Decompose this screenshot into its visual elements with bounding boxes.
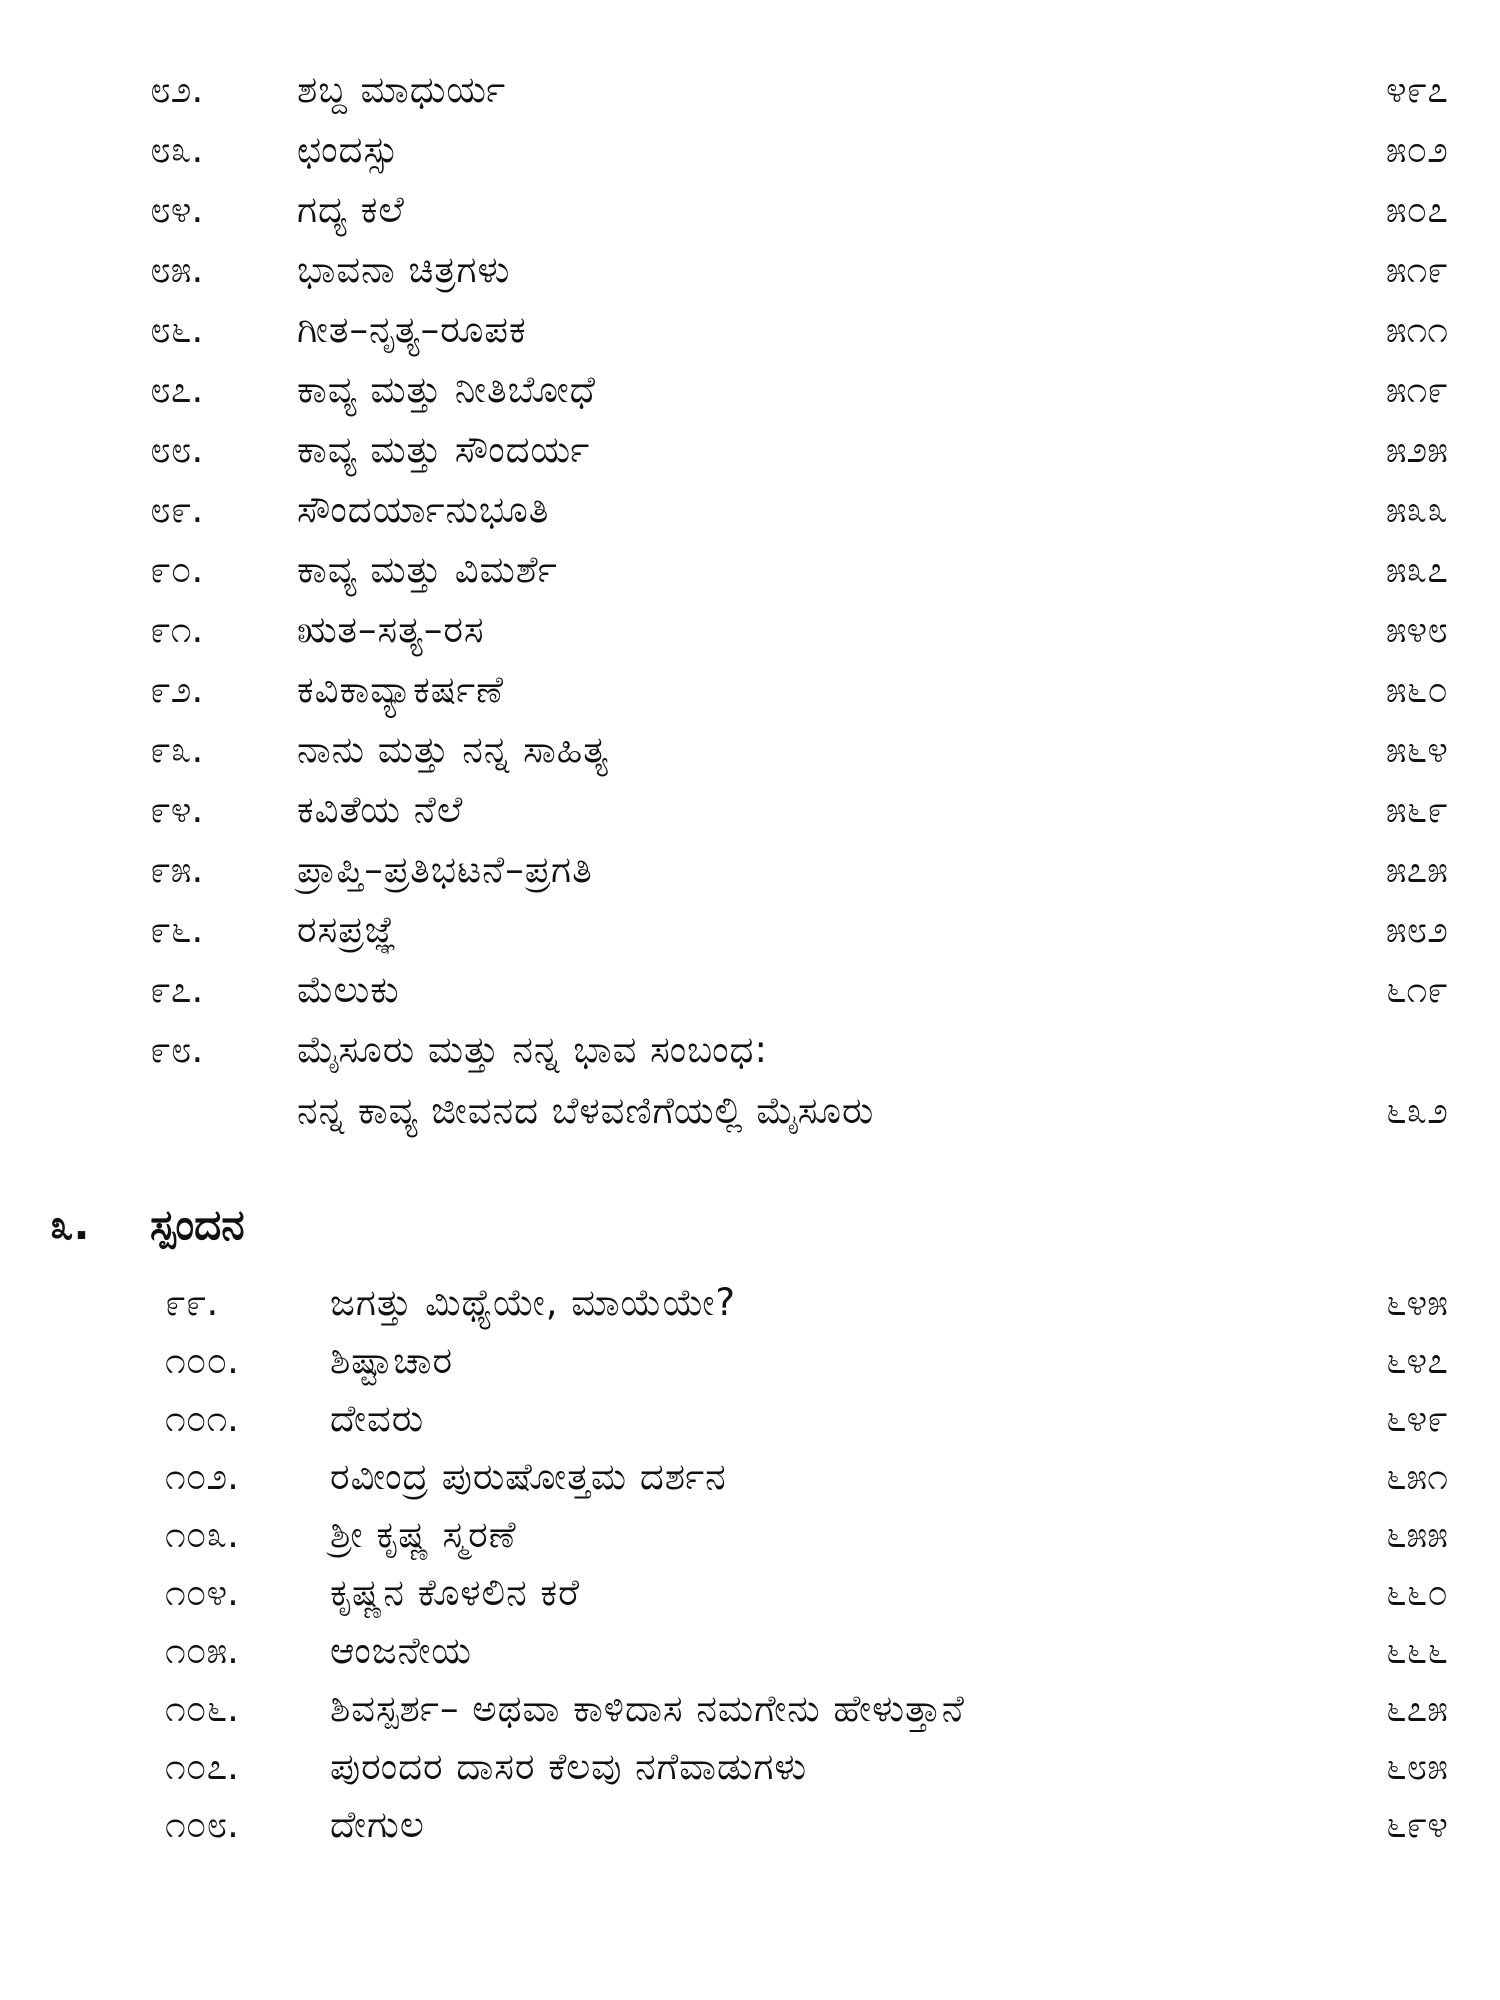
- entry-title: ಪ್ರಾಪ್ತಿ–ಪ್ರತಿಭಟನೆ–ಪ್ರಗತಿ: [297, 848, 593, 891]
- entry-page-number: ೬೪೫: [1385, 1281, 1448, 1324]
- entry-title: ಶಿಷ್ಟಾಚಾರ: [330, 1339, 454, 1382]
- entry-title: ಕವಿತೆಯ ನೆಲೆ: [297, 788, 464, 831]
- toc-entry: [0, 600, 1500, 660]
- entry-number: ೧೦೭.: [165, 1745, 239, 1788]
- toc-list-part2: [0, 1274, 1500, 1854]
- toc-entry: [0, 360, 1500, 420]
- entry-title: ಪುರಂದರ ದಾಸರ ಕೆಲವು ನಗೆವಾಡುಗಳು: [330, 1745, 808, 1788]
- toc-entry: [0, 1796, 1500, 1854]
- toc-entry: [0, 240, 1500, 300]
- toc-entry: [0, 1622, 1500, 1680]
- toc-entry: [0, 720, 1500, 780]
- toc-entry: [0, 780, 1500, 840]
- entry-title: ರಸಪ್ರಜ್ಞೆ: [297, 908, 398, 951]
- entry-number: ೧೦೪.: [165, 1571, 239, 1614]
- entry-number: ೯೫.: [150, 848, 204, 891]
- entry-title: ಕಾವ್ಯ ಮತ್ತು ಸೌಂದರ್ಯ: [297, 428, 591, 471]
- entry-number: ೮೨.: [150, 68, 204, 111]
- entry-number: ೯೬.: [150, 908, 204, 951]
- entry-page-number: ೪೯೭: [1385, 68, 1448, 111]
- entry-title: ಆಂಜನೇಯ: [330, 1629, 473, 1672]
- entry-page-number: ೬೮೫: [1385, 1745, 1448, 1788]
- entry-page-number: ೬೫೧: [1385, 1455, 1448, 1498]
- entry-title-line: ಮೈಸೂರು ಮತ್ತು ನನ್ನ ಭಾವ ಸಂಬಂಧ:: [297, 1028, 768, 1071]
- entry-page-number: ೫೨೫: [1385, 428, 1448, 471]
- entry-title: ಕೃಷ್ಣನ ಕೊಳಲಿನ ಕರೆ: [330, 1571, 581, 1614]
- entry-page-number: ೫೧೯: [1385, 368, 1448, 411]
- entry-number: ೧೦೨.: [165, 1455, 239, 1498]
- entry-number: ೯೯.: [165, 1281, 219, 1324]
- entry-page-number: ೫೧೯: [1385, 248, 1448, 291]
- section-number: ೩.: [50, 1200, 90, 1249]
- toc-entry: [0, 300, 1500, 360]
- entry-page-number: ೫೦೭: [1385, 188, 1448, 231]
- entry-title-line: ನನ್ನ ಕಾವ್ಯ ಜೀವನದ ಬೆಳವಣಿಗೆಯಲ್ಲಿ ಮೈಸೂರು: [297, 1089, 875, 1132]
- entry-page-number: ೬೫೫: [1385, 1513, 1448, 1556]
- toc-entry: [0, 900, 1500, 960]
- entry-page-number: ೬೪೯: [1385, 1397, 1448, 1440]
- entry-page-number: ೫೬೯: [1385, 788, 1448, 831]
- toc-entry: [0, 1332, 1500, 1390]
- entry-page-number: ೫೪೮: [1385, 608, 1448, 651]
- toc-entry: [0, 420, 1500, 480]
- entry-page-number: ೫೬೪: [1385, 728, 1448, 771]
- entry-number: ೯೭.: [150, 968, 204, 1011]
- entry-page-number: ೫೭೫: [1385, 848, 1448, 891]
- entry-page-number: ೬೩೨: [1385, 1089, 1448, 1132]
- toc-entry: [0, 1738, 1500, 1796]
- entry-number: ೧೦೫.: [165, 1629, 239, 1672]
- entry-number: ೯೮.: [150, 1028, 204, 1071]
- entry-title: ಶಿವಸ್ಪರ್ಶ– ಅಥವಾ ಕಾಳಿದಾಸ ನಮಗೇನು ಹೇಳುತ್ತಾನೆ: [330, 1687, 965, 1730]
- entry-title: ಭಾವನಾ ಚಿತ್ರಗಳು: [297, 248, 511, 291]
- entry-page-number: ೬೧೯: [1385, 968, 1448, 1011]
- entry-title: ಶಬ್ದ ಮಾಧುರ್ಯ: [297, 68, 507, 111]
- entry-page-number: ೫೬೦: [1385, 668, 1448, 711]
- entry-number: ೧೦೦.: [165, 1339, 239, 1382]
- entry-title: ಗದ್ಯ ಕಲೆ: [297, 188, 405, 231]
- toc-entry: [0, 960, 1500, 1020]
- toc-entry: [0, 1020, 1500, 1142]
- toc-entry: [0, 540, 1500, 600]
- entry-number: ೧೦೮.: [165, 1803, 239, 1846]
- entry-number: ೮೯.: [150, 488, 204, 531]
- toc-entry: [0, 1564, 1500, 1622]
- toc-entry: [0, 480, 1500, 540]
- entry-title: [297, 1020, 874, 1142]
- entry-title: ದೇಗುಲ: [330, 1803, 425, 1846]
- toc-entry: [0, 1390, 1500, 1448]
- toc-entry: [0, 1680, 1500, 1738]
- entry-number: ೧೦೧.: [165, 1397, 239, 1440]
- toc-entry: [0, 120, 1500, 180]
- toc-entry: [0, 1448, 1500, 1506]
- toc-entry: [0, 1274, 1500, 1332]
- entry-number: ೯೪.: [150, 788, 204, 831]
- entry-number: ೯೩.: [150, 728, 204, 771]
- entry-title: ದೇವರು: [330, 1397, 425, 1440]
- entry-number: ೯೨.: [150, 668, 204, 711]
- entry-number: ೯೧.: [150, 608, 204, 651]
- entry-page-number: ೬೭೫: [1385, 1687, 1448, 1730]
- entry-number: ೮೫.: [150, 248, 204, 291]
- entry-number: ೧೦೬.: [165, 1687, 239, 1730]
- entry-title: ಛಂದಸ್ಸು: [297, 128, 400, 171]
- toc-entry: [0, 1506, 1500, 1564]
- toc-entry: [0, 840, 1500, 900]
- entry-title: ಕಾವ್ಯ ಮತ್ತು ವಿಮರ್ಶೆ: [297, 548, 558, 591]
- entry-page-number: ೬೪೭: [1385, 1339, 1448, 1382]
- toc-entry: [0, 60, 1500, 120]
- entry-title: ಋತ–ಸತ್ಯ–ರಸ: [297, 608, 485, 651]
- entry-title: ಕವಿಕಾವ್ಯಾಕರ್ಷಣೆ: [297, 668, 505, 711]
- toc-entry: [0, 660, 1500, 720]
- entry-number: ೮೩.: [150, 128, 204, 171]
- entry-title: ಜಗತ್ತು ಮಿಥ್ಯೆಯೇ, ಮಾಯೆಯೇ?: [330, 1281, 737, 1324]
- entry-title: ಮೆಲುಕು: [297, 968, 400, 1011]
- entry-page-number: ೫೮೨: [1385, 908, 1448, 951]
- entry-number: ೮೬.: [150, 308, 204, 351]
- entry-number: ೮೭.: [150, 368, 204, 411]
- entry-number: ೯೦.: [150, 548, 204, 591]
- entry-title: ಕಾವ್ಯ ಮತ್ತು ನೀತಿಬೋಧೆ: [297, 368, 597, 411]
- entry-number: ೮೮.: [150, 428, 204, 471]
- entry-title: ಗೀತ–ನೃತ್ಯ–ರೂಪಕ: [297, 308, 527, 351]
- entry-title: ಶ್ರೀ ಕೃಷ್ಣ ಸ್ಮರಣೆ: [330, 1513, 517, 1556]
- toc-list-part1: [0, 60, 1500, 1142]
- entry-number: ೧೦೩.: [165, 1513, 239, 1556]
- entry-title: ಸೌಂದರ್ಯಾನುಭೂತಿ: [297, 488, 550, 531]
- entry-number: ೮೪.: [150, 188, 204, 231]
- entry-title: ನಾನು ಮತ್ತು ನನ್ನ ಸಾಹಿತ್ಯ: [297, 728, 609, 771]
- entry-page-number: ೫೩೩: [1385, 488, 1448, 531]
- entry-page-number: ೫೧೧: [1385, 308, 1448, 351]
- entry-page-number: ೬೬೬: [1385, 1629, 1448, 1672]
- entry-page-number: ೫೩೭: [1385, 548, 1448, 591]
- toc-entry: [0, 180, 1500, 240]
- entry-title: ರವೀಂದ್ರ ಪುರುಷೋತ್ತಮ ದರ್ಶನ: [330, 1455, 727, 1498]
- entry-page-number: ೬೯೪: [1385, 1803, 1448, 1846]
- entry-page-number: ೬೬೦: [1385, 1571, 1448, 1614]
- entry-page-number: ೫೦೨: [1385, 128, 1448, 171]
- section-title: ಸ್ಪಂದನ: [150, 1200, 245, 1249]
